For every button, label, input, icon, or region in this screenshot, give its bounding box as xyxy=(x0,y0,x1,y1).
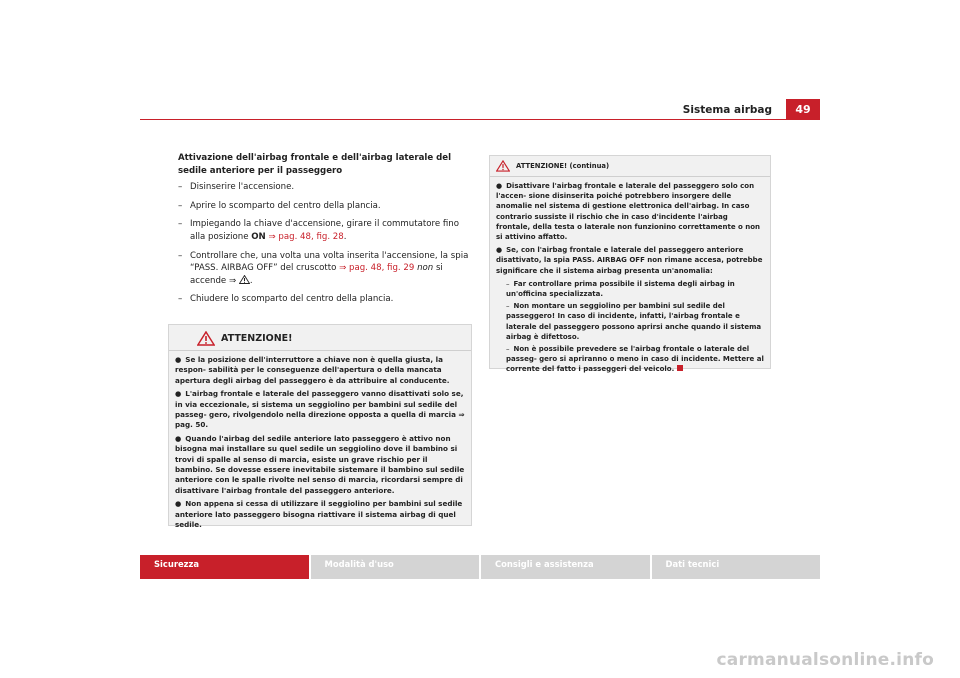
warning-bullet xyxy=(175,499,465,530)
step-text: Impiegando la chiave d'accensione, girare il commutatore fino alla posizione xyxy=(190,219,459,242)
warning-subitem xyxy=(496,344,764,375)
step-text: Aprire lo scomparto del centro della plancia. xyxy=(190,200,381,211)
tab-dati-tecnici[interactable]: Dati tecnici xyxy=(652,555,821,579)
warning-box xyxy=(168,324,472,530)
bullet-icon: ● xyxy=(175,499,182,509)
bullet-text: Se la posizione dell'interruttore a chiave non è quella giusta, la respon- sabilità per le conseguenze dell'apertura o della mancata apertura degli airbag del passeggero è da attribuire al conducente. xyxy=(175,355,450,385)
bullet-icon: ● xyxy=(496,246,503,255)
subitem-text: Non è possibile prevedere se l'airbag frontale o laterale del passeg- gero si apriranno o meno in caso di incidente. Mettere al corrente del fatto i passeggeri del veicolo. xyxy=(506,345,764,374)
warning-header xyxy=(169,325,471,346)
warning-body xyxy=(490,177,770,375)
xref-arrow: ⇒ xyxy=(268,231,276,242)
emphasis-non: non xyxy=(417,263,434,274)
sub-dash: – xyxy=(506,279,510,288)
warning-bullet xyxy=(175,389,465,431)
bullet-text: L'airbag frontale e laterale del passeggero vanno disattivati solo se, in via eccezionale, si sistema un seggiolino per bambini sul sedile del passeg- gero, rivolgendolo nella direzione opposta a quella di marcia ⇒ pag. 50. xyxy=(175,389,465,430)
step-dash: – xyxy=(178,250,183,261)
warning-bullet xyxy=(496,181,764,242)
bullet-text: Disattivare l'airbag frontale e laterale del passeggero solo con l'accen- sione disinserita poiché potrebbero insorgere delle anomalie nel sistema di gestione elettronica dell'airbag. In caso contrario sussiste il rischio che in caso d'incidente l'airbag frontale, della testa o laterale non funzionino correttamente o non si attivino affatto. xyxy=(496,182,761,242)
watermark: carmanualsonline.info xyxy=(716,650,934,670)
sub-dash: – xyxy=(506,302,510,311)
step-3 xyxy=(178,218,470,243)
subitem-text: Non montare un seggiolino per bambini sul sedile del passeggero! In caso di incidente, infatti, l'airbag frontale e laterale del passeggero possono aprirsi anche quando il sistema airbag è difettoso. xyxy=(506,302,762,341)
step-text: Chiudere lo scomparto del centro della plancia. xyxy=(190,294,394,305)
on-position-label: ON xyxy=(251,231,266,242)
link-fig-29[interactable]: fig. 29 xyxy=(387,263,415,274)
warning-title: ATTENZIONE! (continua) xyxy=(516,162,610,170)
link-pag-48[interactable]: pag. 48 xyxy=(278,231,311,242)
warning-bullet xyxy=(496,245,764,276)
link-pag-48[interactable]: pag. 48 xyxy=(349,263,382,274)
footer-nav xyxy=(140,555,820,579)
section-end-marker xyxy=(677,365,683,371)
bullet-icon: ● xyxy=(175,433,182,443)
section-title: Attivazione dell'airbag frontale e dell'airbag laterale del sedile anteriore per il passeggero xyxy=(178,153,452,176)
step-end: . xyxy=(249,275,253,286)
step-4 xyxy=(178,250,470,288)
header-title: Sistema airbag xyxy=(682,104,772,116)
warning-subitem xyxy=(496,279,764,299)
warning-body xyxy=(169,351,471,531)
main-content xyxy=(178,152,470,312)
bullet-text: Quando l'airbag del sedile anteriore lato passeggero è attivo non bisogna mai installare su quel sedile un seggiolino dove il bambino si trovi di spalle al senso di marcia, esiste un grave rischio per il bambino. Se dovesse essere inevitabile sistemare il bambino sul sedile anteriore con le spalle rivolte nel senso di marcia, ricordarsi sempre di disattivare l'airbag frontale del passeggero anteriore. xyxy=(175,433,465,495)
warning-bullet xyxy=(175,434,465,496)
warning-triangle-icon xyxy=(197,331,215,346)
tab-consigli-assistenza[interactable]: Consigli e assistenza xyxy=(481,555,650,579)
step-2 xyxy=(178,200,470,213)
warning-title: ATTENZIONE! xyxy=(221,333,293,344)
link-fig-28[interactable]: fig. 28 xyxy=(316,231,344,242)
warning-header xyxy=(490,156,770,172)
warning-bullet xyxy=(175,355,465,386)
step-5 xyxy=(178,293,470,306)
step-dash: – xyxy=(178,200,183,211)
bullet-icon: ● xyxy=(175,355,182,364)
tab-sicurezza[interactable]: Sicurezza xyxy=(140,555,309,579)
step-text: Controllare che, una volta una volta inserita l'accensione, la spia “PASS. AIRBAG OFF” del cruscotto xyxy=(190,250,469,274)
step-dash: – xyxy=(178,219,183,230)
xref-arrow: ⇒ xyxy=(228,275,237,286)
header-rule xyxy=(140,119,820,120)
warning-triangle-icon xyxy=(239,275,250,284)
step-1 xyxy=(178,181,470,194)
step-end: . xyxy=(343,231,347,242)
bullet-icon: ● xyxy=(175,389,182,399)
bullet-text: Se, con l'airbag frontale e laterale del passeggero anteriore disattivato, la spia PASS. AIRBAG OFF non rimane accesa, potrebbe significare che il sistema airbag presenta un'anomalia: xyxy=(496,246,763,275)
step-dash: – xyxy=(178,294,183,305)
warning-triangle-icon xyxy=(496,160,510,172)
xref-separator: , xyxy=(311,231,317,242)
bullet-icon: ● xyxy=(496,182,503,190)
step-dash: – xyxy=(178,182,183,193)
subitem-text: Far controllare prima possibile il sistema degli airbag in un'officina specializzata. xyxy=(506,279,735,299)
step-text-cont: si accende xyxy=(190,263,443,286)
sub-dash: – xyxy=(506,345,510,354)
step-text: Disinserire l'accensione. xyxy=(190,182,295,193)
xref-arrow: ⇒ xyxy=(339,263,347,274)
tab-modalita-uso[interactable]: Modalità d'uso xyxy=(311,555,480,579)
page-number: 49 xyxy=(786,99,820,119)
warning-subitem xyxy=(496,301,764,342)
bullet-text: Non appena si cessa di utilizzare il seggiolino per bambini sul sedile anteriore lato passeggero bisogna riattivare il sistema airbag di quel sedile. xyxy=(175,499,463,530)
xref-separator: , xyxy=(381,263,388,274)
warning-box-continued xyxy=(489,155,771,374)
